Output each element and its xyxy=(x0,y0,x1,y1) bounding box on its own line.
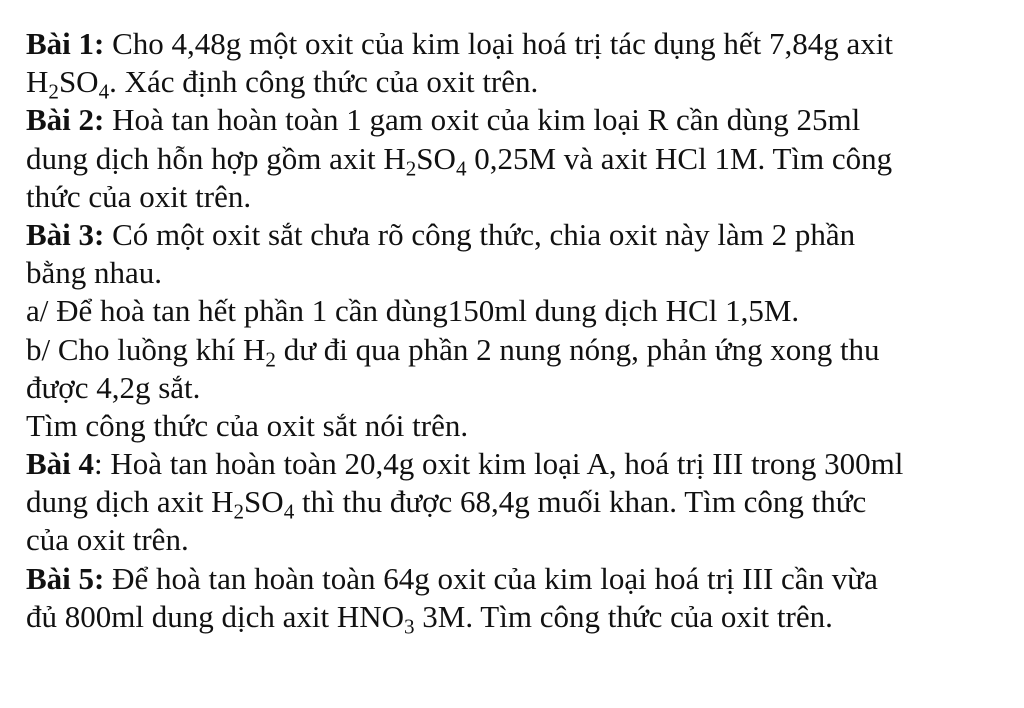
bai4-text-1: : Hoà tan hoàn toàn 20,4g oxit kim loại A, hoá trị III trong 300ml xyxy=(94,446,904,482)
bai1-line-1 xyxy=(26,25,1004,63)
bai5-label: Bài 5: xyxy=(26,560,105,596)
bai5-text-2-pre: đủ 800ml dung dịch axit HNO xyxy=(26,598,404,634)
bai3-text-4-rest: dư đi qua phần 2 nung nóng, phản ứng xong thu xyxy=(275,331,880,367)
bai4-formula-sub-2: 2 xyxy=(233,499,245,524)
bai2-line-1 xyxy=(26,101,1004,139)
bai2-formula-sub-4: 4 xyxy=(455,156,467,181)
bai3-line-2 xyxy=(26,254,1004,292)
bai3-text-3: a/ Để hoà tan hết phần 1 cần dùng150ml dung dịch HCl 1,5M. xyxy=(26,293,800,329)
bai4-text-2-pre: dung dịch axit H xyxy=(26,484,234,520)
bai3-line-3 xyxy=(26,292,1004,330)
bai3-text-4-pre: b/ Cho luồng khí H xyxy=(26,331,266,367)
bai2-line-3 xyxy=(26,178,1004,216)
bai2-formula-so: SO xyxy=(416,140,456,176)
bai3-line-1 xyxy=(26,216,1004,254)
bai1-label: Bài 1: xyxy=(26,26,105,61)
bai5-text-2-rest: 3M. Tìm công thức của oxit trên. xyxy=(414,598,833,634)
bai1-formula-h: H xyxy=(26,64,49,100)
bai2-text-1: Hoà tan hoàn toàn 1 gam oxit của kim loại R cần dùng 25ml xyxy=(104,102,861,138)
bai1-text-1: Cho 4,48g một oxit của kim loại hoá trị tác dụng hết 7,84g axit xyxy=(104,26,894,61)
bai2-line-2 xyxy=(26,140,1004,181)
bai5-line-2 xyxy=(26,598,1004,639)
bai3-text-2: bằng nhau. xyxy=(26,255,163,291)
bai5-formula-sub-3: 3 xyxy=(404,614,415,639)
bai2-text-3: thức của oxit trên. xyxy=(26,178,252,214)
bai4-text-2-rest: thì thu được 68,4g muối khan. Tìm công thức xyxy=(294,484,867,520)
bai3-text-1: Có một oxit sắt chưa rõ công thức, chia oxit này làm 2 phần xyxy=(104,216,856,252)
bai3-line-6 xyxy=(26,407,1004,445)
bai3-label: Bài 3: xyxy=(26,216,105,252)
bai5-text-1: Để hoà tan hoàn toàn 64g oxit của kim loại hoá trị III cần vừa xyxy=(104,560,878,596)
bai5-line-1 xyxy=(26,560,1004,598)
bai4-line-3 xyxy=(26,521,1004,559)
bai1-formula-sub-2: 2 xyxy=(48,79,59,104)
bai4-line-2 xyxy=(26,483,1004,524)
bai4-text-3: của oxit trên. xyxy=(26,522,189,558)
bai3-text-6: Tìm công thức của oxit sắt nói trên. xyxy=(26,407,469,443)
bai1-formula-sub-4: 4 xyxy=(98,79,110,104)
bai2-label: Bài 2: xyxy=(26,102,105,138)
bai1-line-2 xyxy=(26,63,1004,104)
bai3-line-4 xyxy=(26,331,1004,372)
bai3-line-5 xyxy=(26,369,1004,407)
bai3-formula-sub-2: 2 xyxy=(265,347,276,372)
bai2-text-2-pre: dung dịch hỗn hợp gồm axit H xyxy=(26,140,406,176)
bai4-formula-so: SO xyxy=(244,484,284,520)
bai1-formula-so: SO xyxy=(58,64,99,100)
bai4-formula-sub-4: 4 xyxy=(283,499,295,524)
bai2-formula-sub-2: 2 xyxy=(405,156,417,181)
bai4-label: Bài 4 xyxy=(26,446,95,482)
bai1-text-2: . Xác định công thức của oxit trên. xyxy=(109,64,539,100)
bai3-text-5: được 4,2g sắt. xyxy=(26,369,201,405)
bai2-text-2-rest: 0,25M và axit HCl 1M. Tìm công xyxy=(466,140,893,176)
bai4-line-1 xyxy=(26,445,1004,483)
